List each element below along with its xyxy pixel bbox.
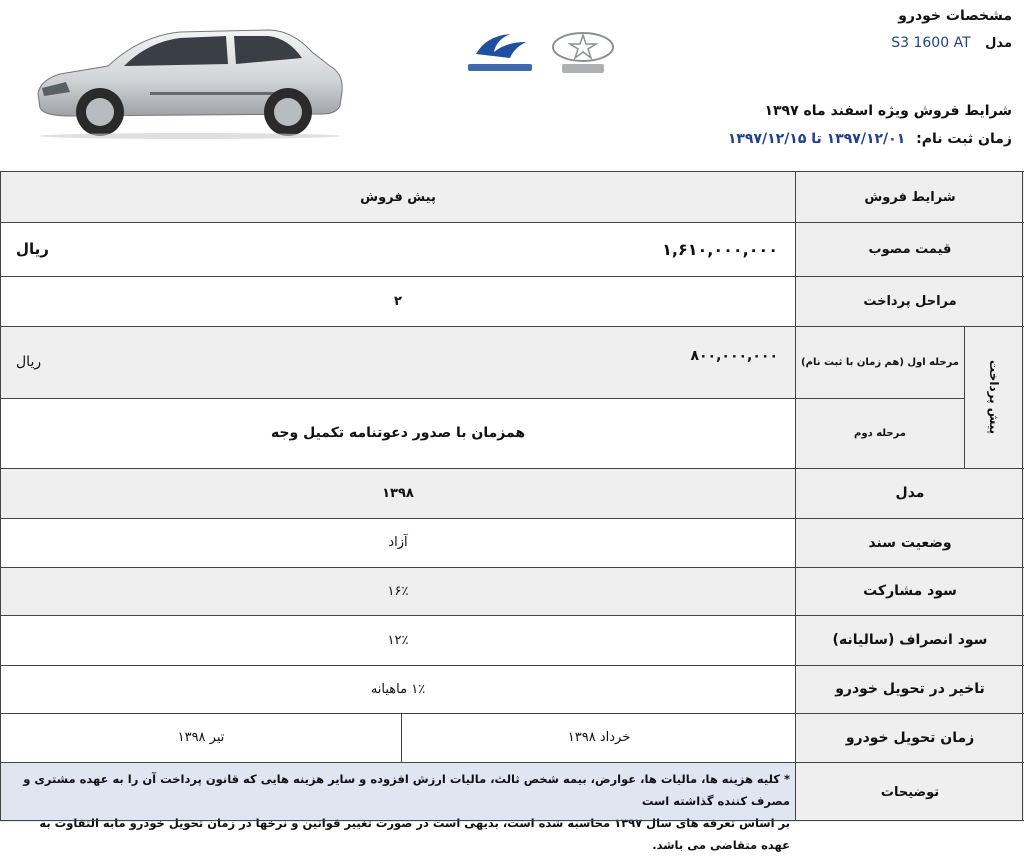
model-year-value: ۱۳۹۸ bbox=[0, 468, 796, 518]
row-participation-profit bbox=[0, 567, 1024, 615]
delivery-time-2: تیر ۱۳۹۸ bbox=[0, 713, 402, 762]
delivery-delay-value: ۱٪ ماهیانه bbox=[0, 665, 796, 713]
grid-line bbox=[0, 713, 1024, 714]
row-model bbox=[0, 468, 1024, 518]
stage1-cell bbox=[0, 326, 796, 398]
grid-line bbox=[0, 665, 1024, 666]
grid-line bbox=[0, 398, 964, 399]
payment-stages-value: ۲ bbox=[0, 276, 796, 326]
registration-line bbox=[728, 131, 1012, 147]
row-payment-stages bbox=[0, 276, 1024, 326]
stage1-value: ۸۰۰,۰۰۰,۰۰۰ bbox=[690, 348, 778, 364]
car-image bbox=[30, 22, 348, 140]
registration-value: ۱۳۹۷/۱۲/۰۱ تا ۱۳۹۷/۱۲/۱۵ bbox=[727, 131, 906, 147]
row-delivery-time bbox=[0, 713, 1024, 762]
registration-label: زمان ثبت نام: bbox=[916, 131, 1012, 147]
grid-line bbox=[0, 276, 1024, 277]
stage2-label: مرحله دوم bbox=[796, 398, 964, 468]
model-label: مدل bbox=[985, 36, 1012, 51]
row-notes bbox=[0, 762, 1024, 852]
sale-title: شرایط فروش ویژه اسفند ماه ۱۳۹۷ bbox=[764, 103, 1012, 119]
row-document-status bbox=[0, 518, 1024, 567]
grid-line bbox=[0, 518, 1024, 519]
payment-stages-label: مراحل پرداخت bbox=[796, 276, 1024, 326]
grid-line bbox=[964, 326, 965, 468]
approved-price-cell bbox=[0, 222, 796, 276]
grid-line bbox=[0, 615, 1024, 616]
delivery-time-1: خرداد ۱۳۹۸ bbox=[402, 713, 796, 762]
participation-profit-label: سود مشارکت bbox=[796, 567, 1024, 615]
row-stage1 bbox=[0, 326, 1024, 398]
grid-line bbox=[0, 567, 1024, 568]
notes-value bbox=[0, 762, 796, 852]
stage1-unit: ریال bbox=[16, 354, 42, 370]
notes-line1: * کلیه هزینه ها، مالیات ها، عوارض، بیمه شخص ثالث، مالیات ارزش افزوده و سایر هزینه هایی که قانون پرداخت آن را به عهده مشتری و مصرف کننده گذاشته است bbox=[23, 772, 790, 808]
approved-price-value: ۱,۶۱۰,۰۰۰,۰۰۰ bbox=[662, 239, 778, 259]
kerman-motor-logo bbox=[462, 28, 538, 76]
model-value: S3 1600 AT bbox=[891, 35, 971, 51]
cancellation-profit-label: سود انصراف (سالیانه) bbox=[796, 615, 1024, 665]
grid-line bbox=[0, 820, 1024, 821]
cancellation-profit-value: ۱۲٪ bbox=[0, 615, 796, 665]
grid-line bbox=[0, 762, 1024, 763]
grid-line bbox=[1022, 171, 1023, 821]
grid-line bbox=[0, 222, 1024, 223]
notes-line2: بر اساس تعرفه های سال ۱۳۹۷ محاسبه شده است، بدیهی است در صورت تغییر قوانین و نرخها در زمان تحویل خودرو مابه التفاوت به عهده متقاضی می باشد. bbox=[39, 816, 790, 852]
page-header bbox=[0, 0, 1024, 170]
sale-terms-label: شرایط فروش bbox=[796, 172, 1024, 222]
document-status-label: وضعیت سند bbox=[796, 518, 1024, 567]
notes-label: توضیحات bbox=[796, 762, 1024, 822]
row-stage2 bbox=[0, 398, 1024, 468]
row-sale-terms bbox=[0, 172, 1024, 222]
stage1-label: مرحله اول (هم زمان با ثبت نام) bbox=[796, 326, 964, 398]
jac-logo bbox=[546, 30, 620, 76]
stage2-value: همزمان با صدور دعوتنامه تکمیل وجه bbox=[0, 398, 796, 468]
grid-line bbox=[0, 171, 1, 821]
approved-price-unit: ریال bbox=[16, 240, 49, 258]
sale-terms-value: پیش فروش bbox=[0, 172, 796, 222]
sale-terms-table bbox=[0, 170, 1024, 852]
model-year-label: مدل bbox=[796, 468, 1024, 518]
prepayment-label-cell bbox=[964, 326, 1024, 468]
row-approved-price bbox=[0, 222, 1024, 276]
document-status-value: آزاد bbox=[0, 518, 796, 567]
grid-line bbox=[795, 171, 796, 821]
row-delivery-delay bbox=[0, 665, 1024, 713]
spec-title: مشخصات خودرو bbox=[898, 8, 1012, 24]
participation-profit-value: ۱۶٪ bbox=[0, 567, 796, 615]
delivery-time-label: زمان تحویل خودرو bbox=[796, 713, 1024, 762]
grid-line bbox=[0, 468, 1024, 469]
approved-price-label: قیمت مصوب bbox=[796, 222, 1024, 276]
row-cancellation-profit bbox=[0, 615, 1024, 665]
grid-line bbox=[401, 713, 402, 762]
grid-line bbox=[0, 171, 1024, 172]
model-line bbox=[891, 35, 1012, 51]
prepayment-label: پیش پرداخت bbox=[987, 359, 1001, 435]
grid-line bbox=[0, 326, 1024, 327]
delivery-delay-label: تاخیر در تحویل خودرو bbox=[796, 665, 1024, 713]
